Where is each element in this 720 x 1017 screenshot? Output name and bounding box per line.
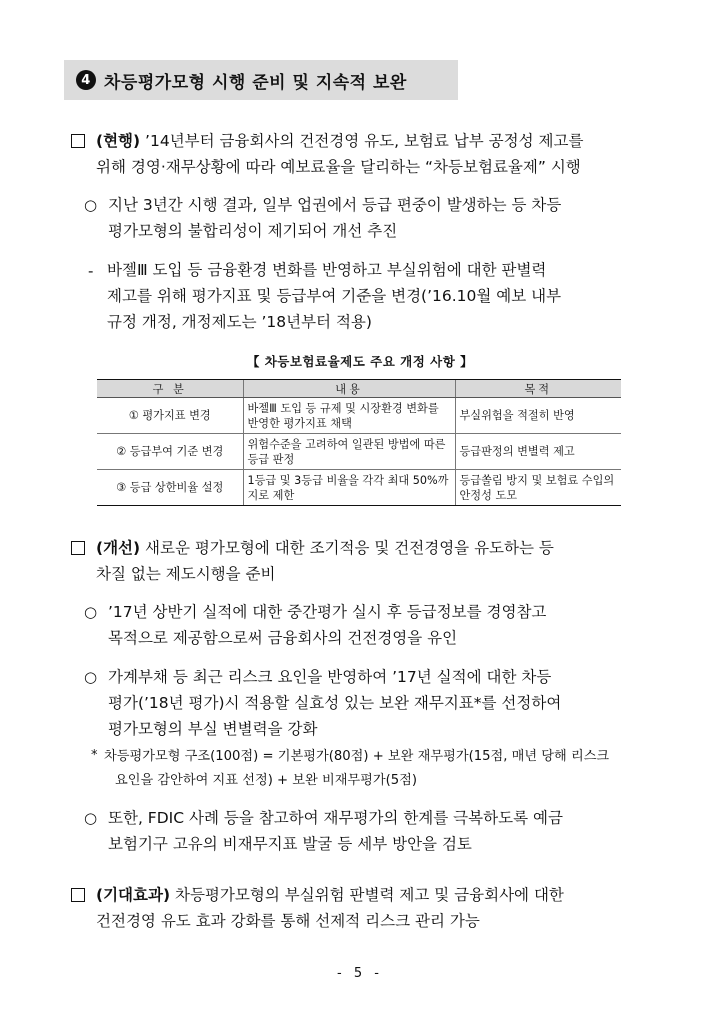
column-header: 구 분 bbox=[97, 380, 243, 398]
current-bullet-1-line-2: 평가모형의 불합리성이 제기되어 개선 추진 bbox=[108, 222, 398, 240]
section-heading bbox=[64, 60, 458, 100]
column-header: 내용 bbox=[243, 380, 455, 398]
improve-bullet-2-line-1: 가계부채 등 최근 리스크 요인을 반영하여 ’17년 실적에 대한 차등 bbox=[108, 668, 552, 686]
checkbox-square-icon bbox=[71, 541, 85, 555]
revision-table bbox=[97, 379, 621, 506]
row-purpose: 등급판정의 변별력 제고 bbox=[455, 434, 621, 470]
improve-bullet-1-line-2: 목적으로 제공함으로써 금융회사의 건전경영을 유인 bbox=[108, 629, 458, 647]
table-row bbox=[97, 470, 621, 506]
effect-line-2: 건전경영 유도 효과 강화를 통해 선제적 리스크 관리 가능 bbox=[96, 912, 480, 930]
dash-bullet-icon: - bbox=[88, 262, 94, 280]
circle-bullet-icon: ○ bbox=[84, 668, 98, 686]
improve-note-line-1: 차등평가모형 구조(100점) = 기본평가(80점) + 보완 재무평가(15점, 매년 당해 리스크 bbox=[104, 749, 610, 764]
section-number-badge: 4 bbox=[76, 70, 96, 90]
improve-note-line-2: 요인을 감안하여 지표 선정) + 보완 비재무평가(5점) bbox=[115, 773, 418, 788]
checkbox-square-icon bbox=[71, 888, 85, 902]
current-tag: (현행) bbox=[96, 132, 141, 150]
current-line-1: (현행) ’14년부터 금융회사의 건전경영 유도, 보험료 납부 공정성 제고를 bbox=[96, 132, 584, 150]
improve-bullet-1-line-1: ’17년 상반기 실적에 대한 중간평가 실시 후 등급정보를 경영참고 bbox=[108, 603, 547, 621]
improve-tag: (개선) bbox=[96, 539, 141, 557]
row-content: 1등급 및 3등급 비율을 각각 최대 50%까지로 제한 bbox=[243, 470, 455, 506]
table-header-row bbox=[97, 380, 621, 398]
row-content: 위험수준을 고려하여 일관된 방법에 따른 등급 판정 bbox=[243, 434, 455, 470]
current-dash-1-line-2: 제고를 위해 평가지표 및 등급부여 기준을 변경(’16.10월 예보 내부 bbox=[107, 287, 562, 305]
asterisk-note-icon: * bbox=[91, 748, 98, 763]
column-header: 목적 bbox=[455, 380, 621, 398]
row-purpose: 등급쏠림 방지 및 보험료 수입의 안정성 도모 bbox=[455, 470, 621, 506]
improve-bullet-2-line-2: 평가(’18년 평가)시 적용할 실효성 있는 보완 재무지표*를 선정하여 bbox=[108, 694, 562, 712]
table-row bbox=[97, 434, 621, 470]
circle-bullet-icon: ○ bbox=[84, 603, 98, 621]
row-content: 바젤Ⅲ 도입 등 규제 및 시장환경 변화를 반영한 평가지표 채택 bbox=[243, 398, 455, 434]
effect-line-1: (기대효과) 차등평가모형의 부실위험 판별력 제고 및 금융회사에 대한 bbox=[96, 886, 564, 904]
improve-line-1: (개선) 새로운 평가모형에 대한 조기적응 및 건전경영을 유도하는 등 bbox=[96, 539, 554, 557]
improve-bullet-3-line-1: 또한, FDIC 사례 등을 참고하여 재무평가의 한계를 극복하도록 예금 bbox=[108, 809, 563, 827]
row-category: ① 평가지표 변경 bbox=[97, 398, 243, 434]
current-dash-1-line-1: 바젤Ⅲ 도입 등 금융환경 변화를 반영하고 부실위험에 대한 판별력 bbox=[107, 261, 547, 279]
checkbox-square-icon bbox=[71, 134, 85, 148]
table-row bbox=[97, 398, 621, 434]
improve-bullet-3-line-2: 보험기구 고유의 비재무지표 발굴 등 세부 방안을 검토 bbox=[108, 835, 472, 853]
current-line-2: 위해 경영·재무상황에 따라 예보료율을 달리하는 “차등보험료율제” 시행 bbox=[96, 158, 581, 176]
circle-bullet-icon: ○ bbox=[84, 809, 98, 827]
current-dash-1-line-3: 규정 개정, 개정제도는 ’18년부터 적용) bbox=[107, 313, 372, 331]
row-category: ③ 등급 상한비율 설정 bbox=[97, 470, 243, 506]
row-category: ② 등급부여 기준 변경 bbox=[97, 434, 243, 470]
improve-bullet-2-line-3: 평가모형의 부실 변별력을 강화 bbox=[108, 720, 318, 738]
table-caption: 【 차등보험료율제도 주요 개정 사항 】 bbox=[246, 354, 474, 369]
section-title: 차등평가모형 시행 준비 및 지속적 보완 bbox=[104, 72, 407, 93]
page-number: - 5 - bbox=[337, 966, 383, 981]
row-purpose: 부실위험을 적절히 반영 bbox=[455, 398, 621, 434]
circle-bullet-icon: ○ bbox=[84, 196, 98, 214]
current-bullet-1-line-1: 지난 3년간 시행 결과, 일부 업권에서 등급 편중이 발생하는 등 차등 bbox=[108, 196, 562, 214]
improve-line-2: 차질 없는 제도시행을 준비 bbox=[96, 565, 276, 583]
effect-tag: (기대효과) bbox=[96, 886, 171, 904]
